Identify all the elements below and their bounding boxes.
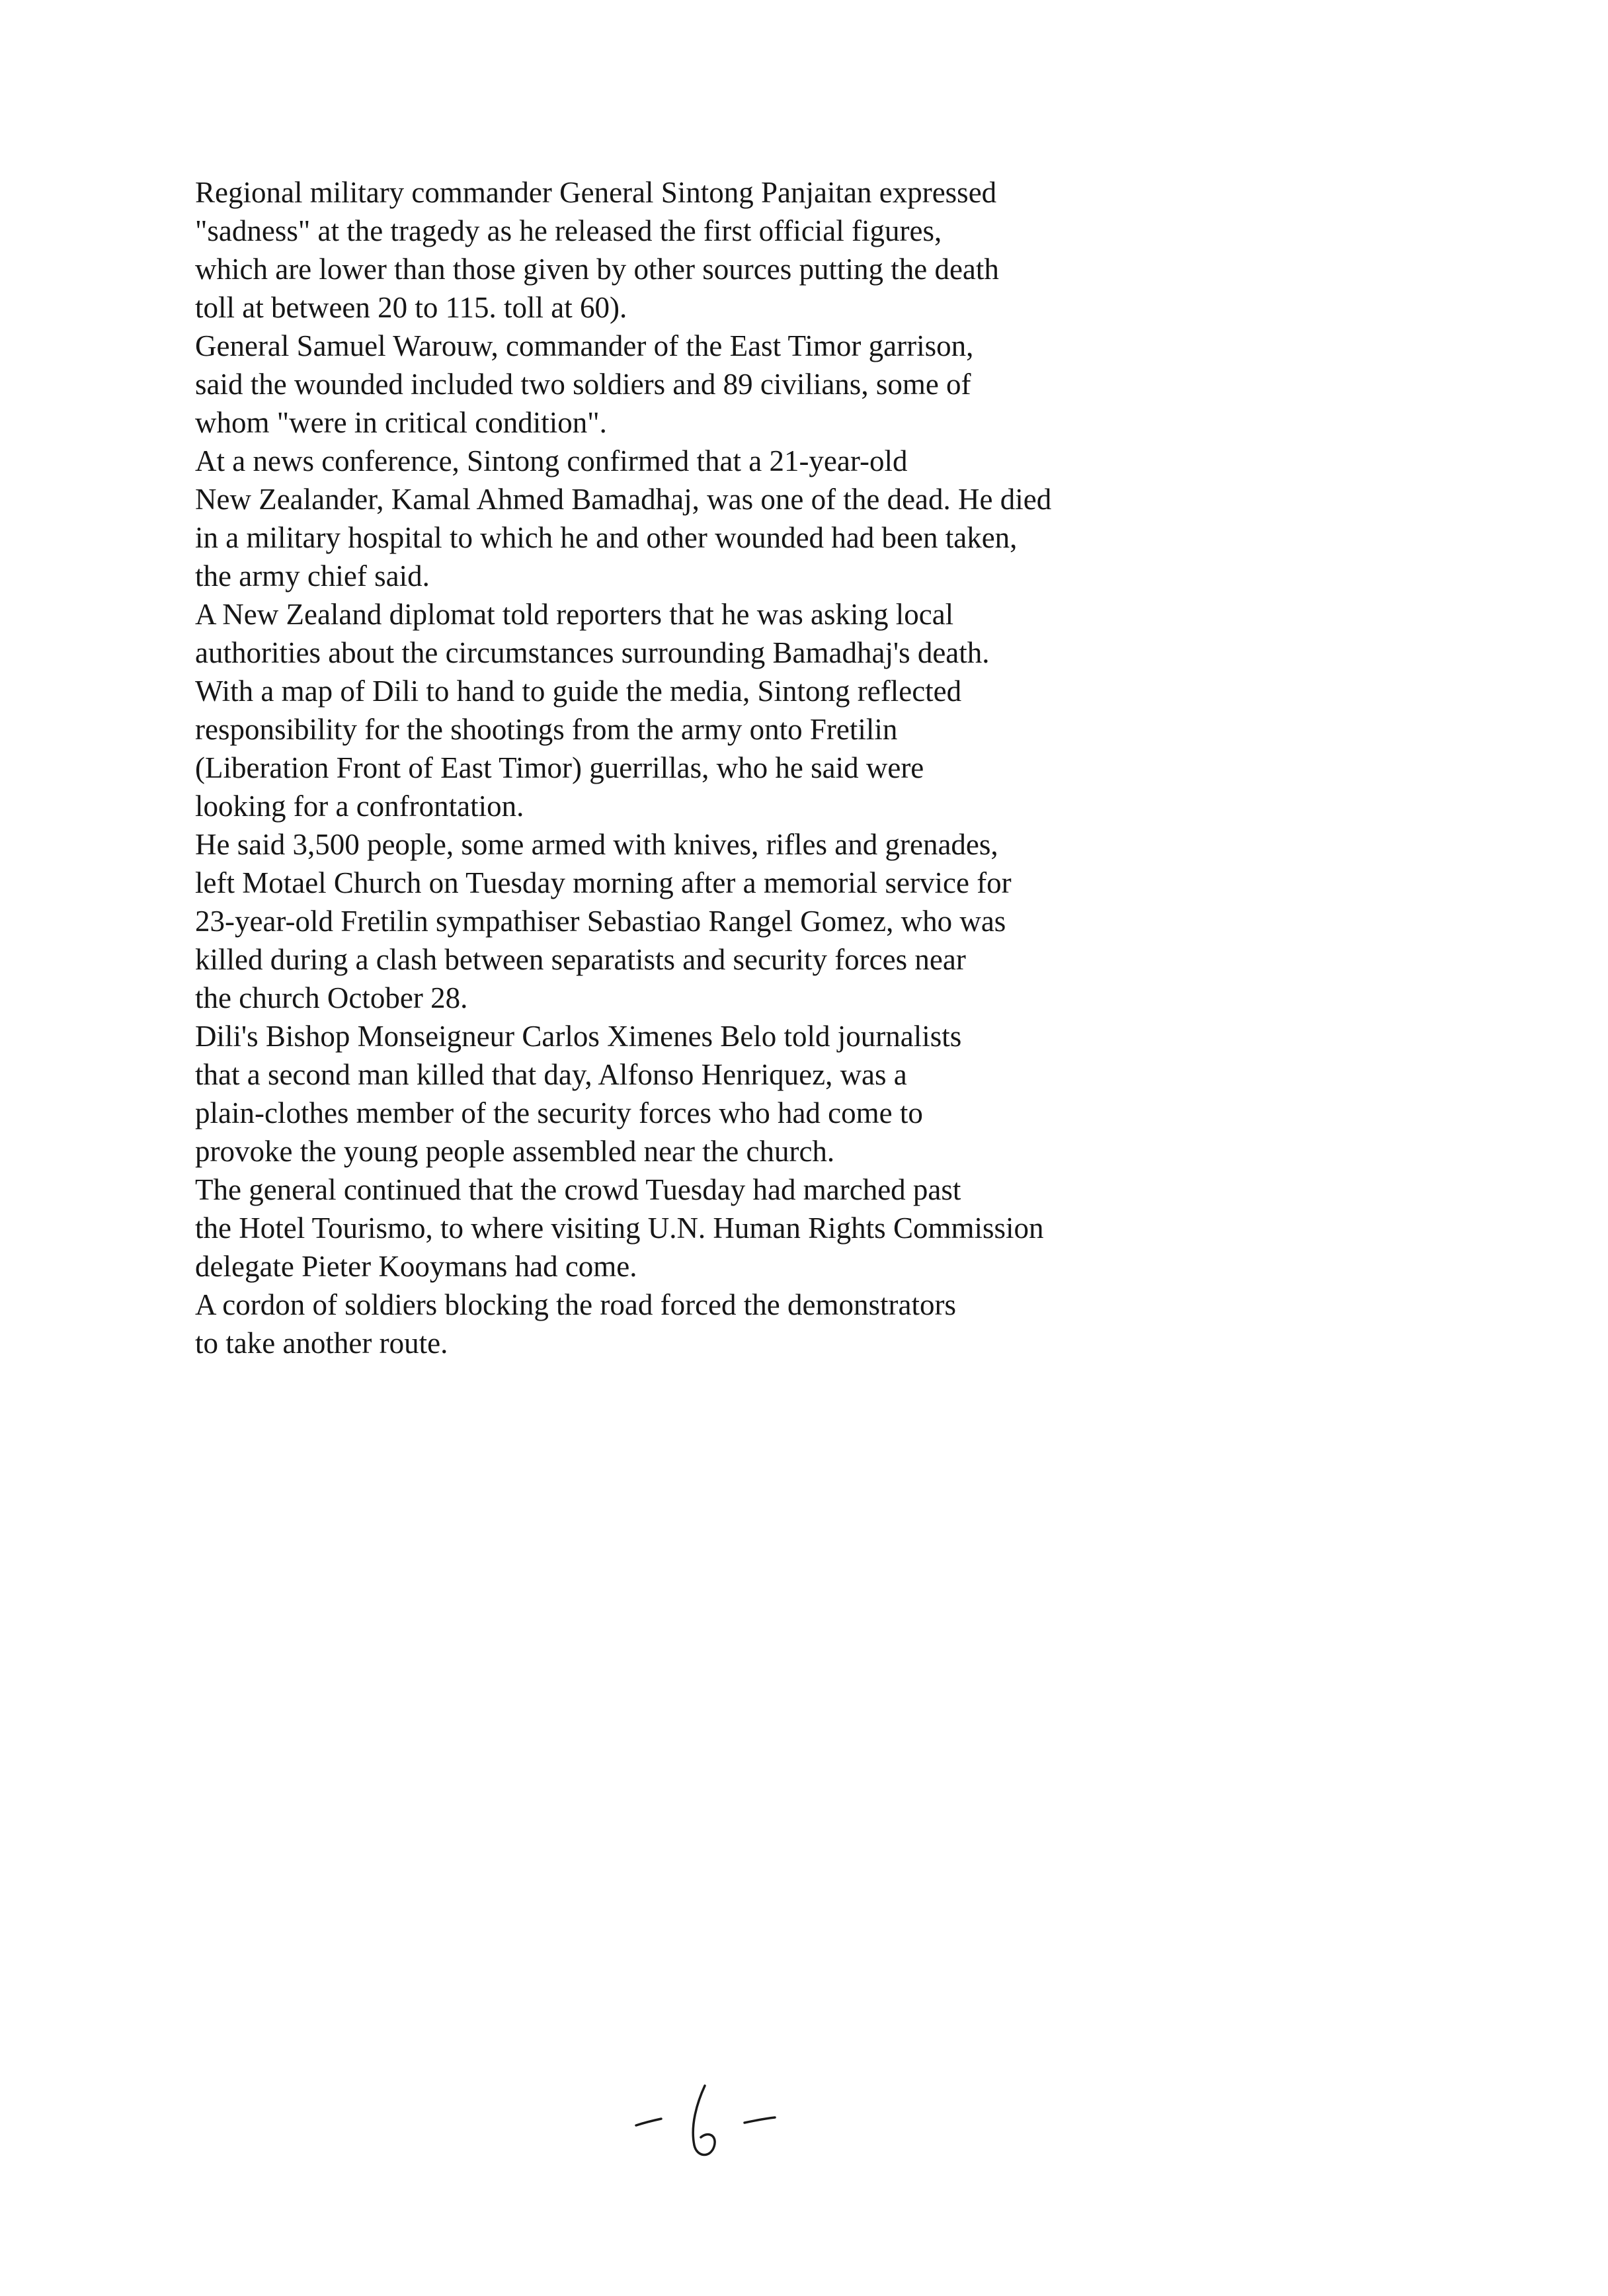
paragraph [162,595,1193,672]
text-line: "sadness" at the tragedy as he released the first official figures, [195,214,942,247]
text-line: 23-year-old Fretilin sympathiser Sebastiao Rangel Gomez, who was [195,905,1006,938]
text-line: Regional military commander General Sintong Panjaitan expressed [195,176,997,209]
text-line: A New Zealand diplomat told reporters that he was asking local [195,598,954,631]
paragraph [162,1286,1193,1362]
paragraph [162,1017,1193,1170]
text-line: The general continued that the crowd Tuesday had marched past [195,1173,961,1206]
text-line: the church October 28. [195,981,468,1014]
text-line: General Samuel Warouw, commander of the East Timor garrison, [195,329,974,362]
text-line: which are lower than those given by other sources putting the death [195,253,999,286]
text-line: With a map of Dili to hand to guide the media, Sintong reflected [195,675,962,708]
article-body [162,173,1193,1362]
paragraph [162,825,1193,1017]
text-line: that a second man killed that day, Alfonso Henriquez, was a [195,1058,907,1091]
text-line: whom "were in critical condition". [195,406,607,439]
text-line: A cordon of soldiers blocking the road forced the demonstrators [195,1288,956,1321]
text-line: looking for a confrontation. [195,790,524,823]
text-line: plain-clothes member of the security forces who had come to [195,1096,923,1129]
paragraph [162,442,1193,595]
text-line: authorities about the circumstances surrounding Bamadhaj's death. [195,636,990,669]
text-line: to take another route. [195,1327,448,1360]
text-line: New Zealander, Kamal Ahmed Bamadhaj, was one of the dead. He died [195,483,1052,516]
paragraph [162,672,1193,825]
text-line: delegate Pieter Kooymans had come. [195,1250,637,1283]
text-line: Dili's Bishop Monseigneur Carlos Ximenes Belo told journalists [195,1020,962,1053]
text-line: said the wounded included two soldiers and 89 civilians, some of [195,368,971,401]
paragraph [162,1170,1193,1286]
text-line: He said 3,500 people, some armed with knives, rifles and grenades, [195,828,998,861]
paragraph [162,327,1193,442]
text-line: in a military hospital to which he and other wounded had been taken, [195,521,1018,554]
handwritten-page-number [622,2076,793,2169]
text-line: provoke the young people assembled near the church. [195,1135,835,1168]
text-line: killed during a clash between separatists and security forces near [195,943,966,976]
text-line: the Hotel Tourismo, to where visiting U.N. Human Rights Commission [195,1211,1044,1245]
text-line: (Liberation Front of East Timor) guerrillas, who he said were [195,751,924,784]
text-line: responsibility for the shootings from the army onto Fretilin [195,713,898,746]
paragraph [162,173,1193,327]
text-line: toll at between 20 to 115. toll at 60). [195,291,627,324]
text-line: the army chief said. [195,559,430,593]
text-line: left Motael Church on Tuesday morning after a memorial service for [195,866,1012,899]
text-line: At a news conference, Sintong confirmed that a 21-year-old [195,444,908,477]
